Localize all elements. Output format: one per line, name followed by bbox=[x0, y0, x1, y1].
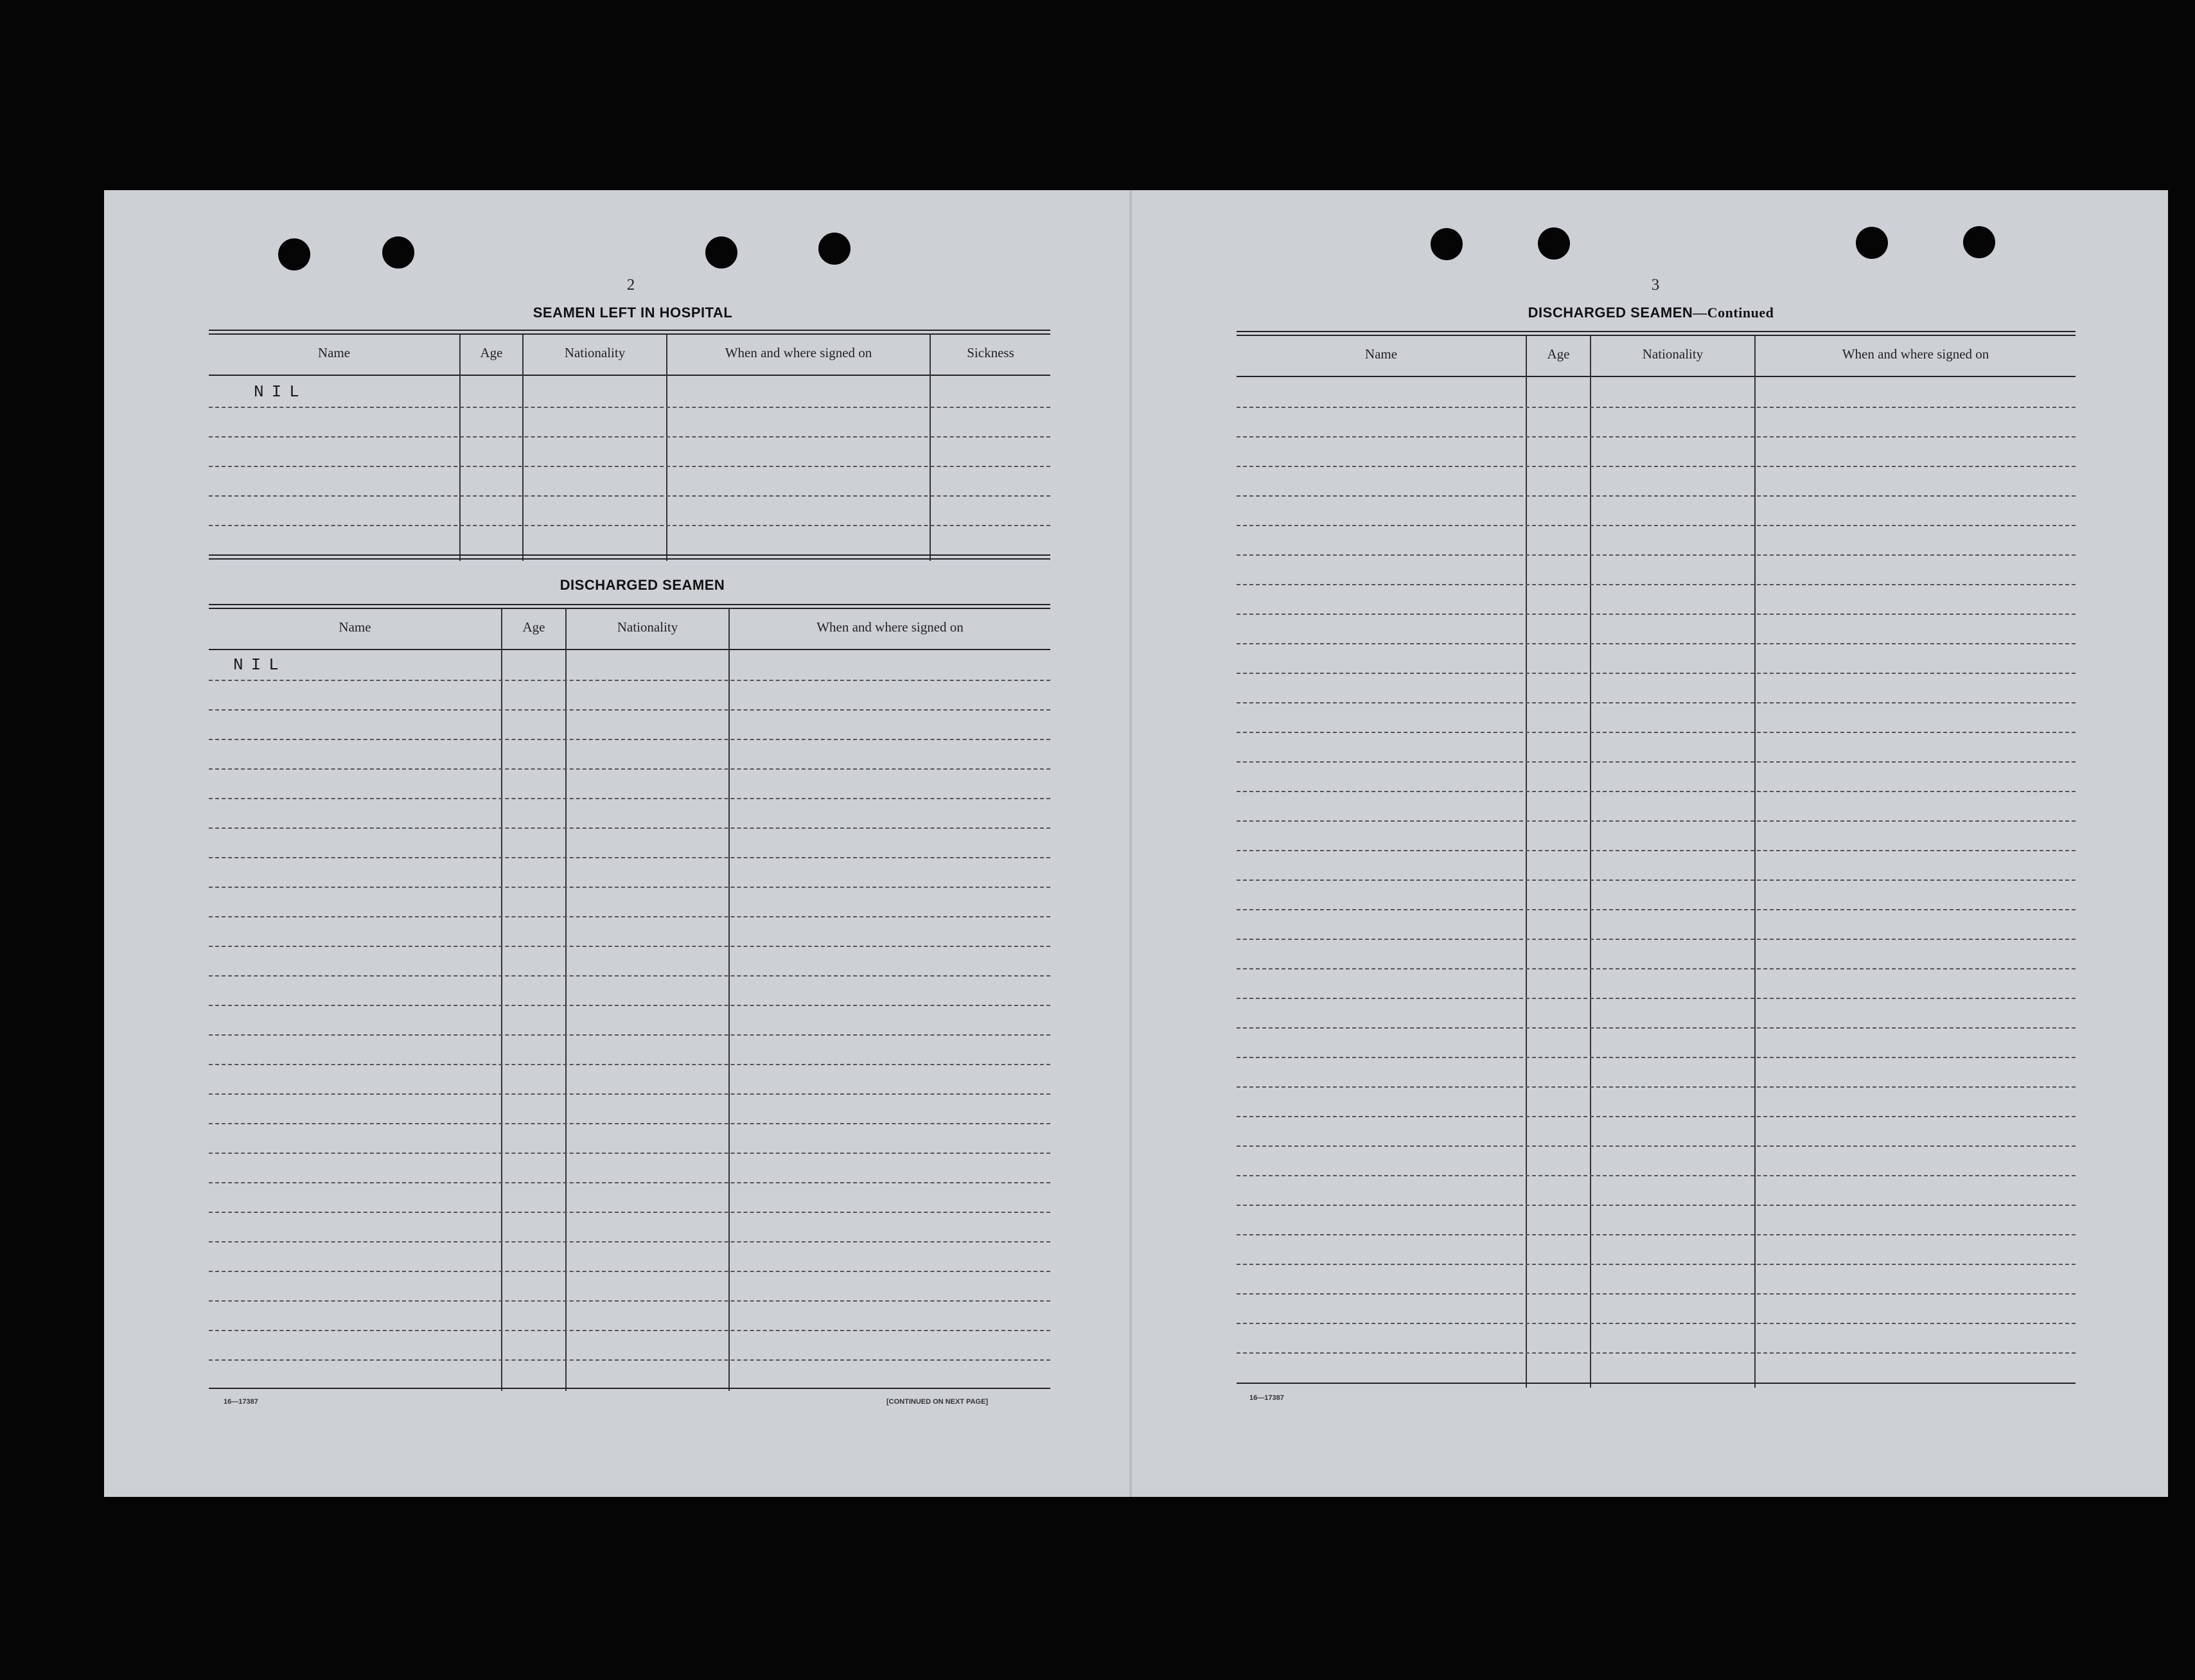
ruled-line bbox=[1237, 1116, 2076, 1117]
ruled-line bbox=[209, 1123, 1050, 1124]
ruled-line bbox=[1237, 939, 2076, 940]
ruled-line bbox=[1237, 909, 2076, 910]
page-number: 2 bbox=[626, 276, 635, 294]
ruled-line bbox=[1237, 1027, 2076, 1029]
ruled-line bbox=[1237, 820, 2076, 822]
punch-hole bbox=[278, 238, 310, 270]
column-header-signed-on: When and where signed on bbox=[816, 619, 964, 635]
ruled-line bbox=[1237, 968, 2076, 969]
continued-note: [CONTINUED ON NEXT PAGE] bbox=[886, 1398, 989, 1406]
ruled-line bbox=[1237, 732, 2076, 733]
punch-hole bbox=[1963, 226, 1995, 258]
punch-hole bbox=[1538, 227, 1570, 260]
ruled-line bbox=[1237, 850, 2076, 851]
title-continued: —Continued bbox=[1693, 305, 1774, 321]
ruled-line bbox=[209, 680, 1050, 681]
ruled-line bbox=[1237, 998, 2076, 999]
title-text: DISCHARGED SEAMEN bbox=[1528, 305, 1693, 321]
ruled-line bbox=[209, 916, 1050, 917]
ruled-line bbox=[1237, 466, 2076, 467]
ruled-line bbox=[1237, 1293, 2076, 1295]
column-header-nationality: Nationality bbox=[617, 619, 678, 635]
ruled-line bbox=[1237, 584, 2076, 585]
column-header-sickness: Sickness bbox=[967, 345, 1014, 360]
column-header-name: Name bbox=[339, 619, 371, 635]
ruled-line bbox=[209, 887, 1050, 888]
column-header-signed-on: When and where signed on bbox=[1842, 346, 1989, 362]
ruled-line bbox=[1237, 673, 2076, 674]
discharged-continued-table bbox=[1237, 331, 2076, 1388]
column-header-name: Name bbox=[1364, 346, 1398, 362]
ruled-line bbox=[209, 1153, 1050, 1154]
discharged-section-title: DISCHARGED SEAMEN bbox=[560, 577, 725, 593]
ruled-line bbox=[1237, 1234, 2076, 1235]
ruled-line bbox=[209, 1005, 1050, 1006]
form-number: 16—17387 bbox=[1249, 1394, 1284, 1402]
ruled-line bbox=[1237, 1205, 2076, 1206]
ruled-line bbox=[1237, 1323, 2076, 1324]
ruled-line bbox=[209, 1212, 1050, 1213]
ruled-line bbox=[1237, 495, 2076, 497]
hospital-table bbox=[209, 330, 1050, 561]
punch-hole bbox=[382, 236, 414, 269]
punch-hole bbox=[818, 233, 851, 265]
ruled-line bbox=[1237, 407, 2076, 408]
ruled-line bbox=[1237, 761, 2076, 763]
ruled-line bbox=[209, 709, 1050, 711]
discharged-table bbox=[209, 604, 1050, 1391]
ruled-line bbox=[1237, 1145, 2076, 1147]
column-header-age: Age bbox=[480, 345, 503, 360]
discharged-entry-name: NIL bbox=[233, 655, 286, 675]
ruled-line bbox=[209, 1359, 1050, 1361]
ruled-line bbox=[1237, 1057, 2076, 1058]
ruled-line bbox=[1237, 702, 2076, 703]
ruled-line bbox=[1237, 1352, 2076, 1354]
ruled-line bbox=[209, 739, 1050, 740]
ruled-line bbox=[209, 1330, 1050, 1331]
ruled-line bbox=[209, 946, 1050, 947]
ruled-line bbox=[1237, 880, 2076, 881]
ruled-line bbox=[209, 975, 1050, 977]
ruled-line bbox=[209, 1093, 1050, 1095]
column-header-nationality: Nationality bbox=[1642, 346, 1704, 362]
punch-hole bbox=[1431, 228, 1463, 260]
ruled-line bbox=[1237, 791, 2076, 792]
punch-hole bbox=[705, 236, 737, 269]
ruled-line bbox=[209, 1241, 1050, 1242]
column-header-nationality: Nationality bbox=[564, 345, 626, 360]
column-header-age: Age bbox=[1547, 346, 1570, 362]
ruled-line bbox=[209, 827, 1050, 829]
form-number: 16—17387 bbox=[224, 1398, 258, 1406]
ruled-line bbox=[209, 1182, 1050, 1183]
discharged-continued-title bbox=[1452, 305, 1850, 321]
ruled-line bbox=[1237, 525, 2076, 526]
column-header-name: Name bbox=[317, 345, 351, 360]
ruled-line bbox=[209, 1271, 1050, 1272]
page-number: 3 bbox=[1651, 276, 1660, 294]
ruled-line bbox=[209, 768, 1050, 770]
ruled-line bbox=[1237, 643, 2076, 644]
ruled-line bbox=[1237, 436, 2076, 438]
ruled-line bbox=[209, 1034, 1050, 1036]
punch-hole bbox=[1856, 227, 1888, 259]
ruled-line bbox=[209, 1300, 1050, 1302]
ruled-line bbox=[209, 798, 1050, 799]
column-header-age: Age bbox=[522, 619, 545, 635]
ruled-line bbox=[1237, 614, 2076, 615]
ruled-line bbox=[1237, 1264, 2076, 1265]
ruled-line bbox=[1237, 1086, 2076, 1088]
ruled-line bbox=[1237, 554, 2076, 556]
book-spine bbox=[1129, 190, 1132, 1497]
ruled-line bbox=[209, 1064, 1050, 1065]
column-header-signed-on: When and where signed on bbox=[725, 345, 872, 360]
hospital-section-title: SEAMEN LEFT IN HOSPITAL bbox=[533, 305, 733, 321]
hospital-entry-name: NIL bbox=[254, 382, 307, 402]
ruled-line bbox=[209, 857, 1050, 858]
ruled-line bbox=[1237, 1175, 2076, 1176]
